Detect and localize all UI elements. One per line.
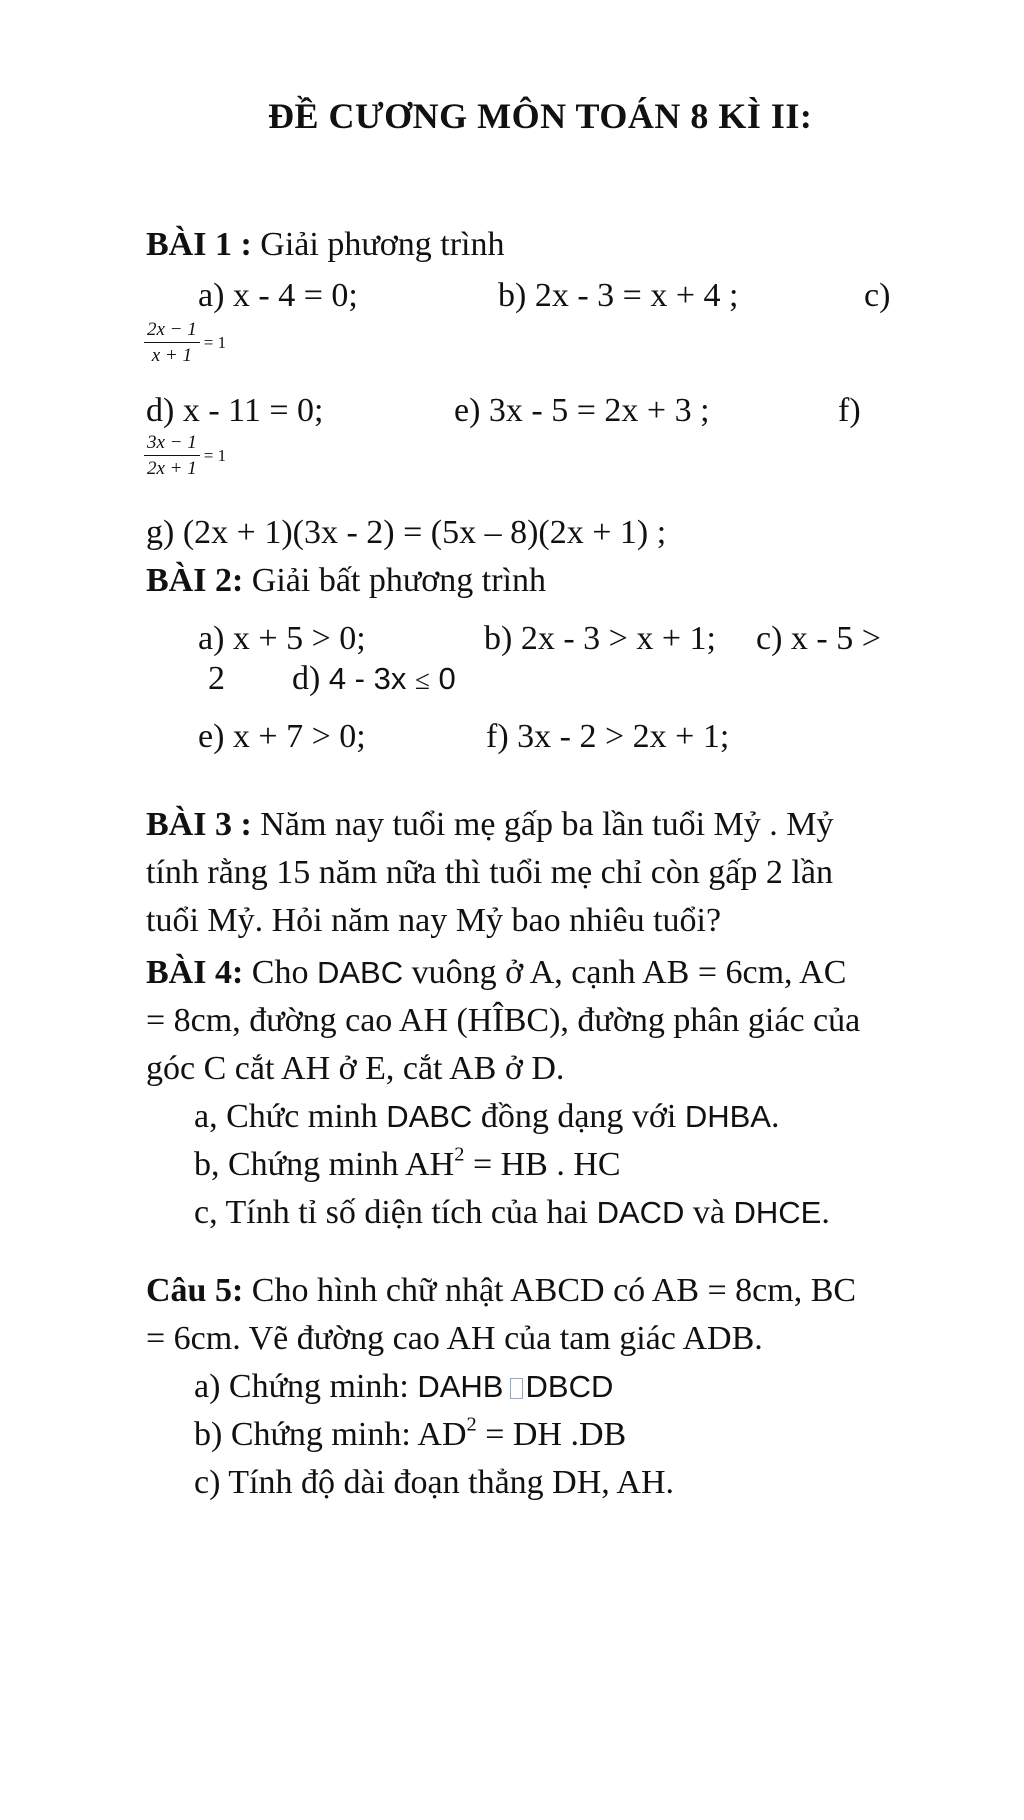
triangle-name: DABC [316, 955, 404, 990]
fraction-rhs: = 1 [203, 446, 227, 465]
fraction-numerator: 3x − 1 [144, 433, 200, 456]
bai3-text: Năm nay tuổi mẹ gấp ba lần tuổi Mỷ . Mỷ [251, 806, 834, 843]
bai4-line-2: = 8cm, đường cao AH (HÎBC), đường phân giác của [146, 1002, 861, 1039]
similar-symbol-icon [510, 1378, 523, 1399]
bai3-line-3: tuổi Mỷ. Hỏi năm nay Mỷ bao nhiêu tuổi? [146, 902, 722, 939]
bai1-item-b: b) 2x - 3 = x + 4 ; [498, 277, 739, 314]
triangle-name: DACD [596, 1195, 685, 1230]
triangle-name: DBCD [525, 1369, 614, 1404]
bai2-item-c-cont: 2 [208, 660, 225, 697]
bai3-line-1 [146, 808, 833, 842]
bai2-heading: BÀI 2: [146, 562, 244, 599]
bai4-text: và [684, 1194, 734, 1231]
bai4-text: đồng dạng với [472, 1098, 685, 1135]
cau5-text: a) Chứng minh: [194, 1368, 418, 1405]
less-equal-symbol: ≤ [414, 665, 430, 695]
bai2-item-c: c) x - 5 > [756, 620, 881, 657]
bai4-item-c [194, 1196, 830, 1230]
bai2-item-d-rhs: 0 [429, 661, 456, 696]
bai2-item-b: b) 2x - 3 > x + 1; [484, 620, 716, 657]
bai1-item-c-label: c) [864, 277, 891, 314]
bai4-text: b, Chứng minh AH [194, 1146, 455, 1183]
bai3-line-2: tính rằng 15 năm nữa thì tuổi mẹ chỉ còn gấp 2 lần [146, 854, 833, 891]
bai1-item-e: e) 3x - 5 = 2x + 3 ; [454, 392, 710, 429]
bai4-text: . [771, 1098, 780, 1135]
bai4-text: c, Tính tỉ số diện tích của hai [194, 1194, 597, 1231]
bai1-item-d: d) x - 11 = 0; [146, 392, 324, 429]
bai2-text: Giải bất phương trình [243, 562, 546, 599]
bai4-heading: BÀI 4: [146, 954, 244, 991]
page-title: ĐỀ CƯƠNG MÔN TOÁN 8 KÌ II: [268, 96, 813, 136]
bai4-line-3: góc C cắt AH ở E, cắt AB ở D. [146, 1050, 565, 1087]
bai4-text: Cho [243, 954, 317, 991]
fraction-denominator: x + 1 [151, 345, 193, 366]
bai1-item-c-fraction [144, 320, 226, 365]
bai1-item-a: a) x - 4 = 0; [198, 277, 358, 314]
cau5-item-a [194, 1370, 613, 1404]
fraction-rhs: = 1 [203, 333, 227, 352]
bai1-heading: BÀI 1 : [146, 226, 252, 263]
bai1-item-f-fraction [144, 433, 226, 478]
cau5-text: b) Chứng minh: AD [194, 1416, 467, 1453]
cau5-text: = DH .DB [476, 1416, 627, 1453]
triangle-name: DHCE [733, 1195, 822, 1230]
bai2-item-e: e) x + 7 > 0; [198, 718, 366, 755]
bai4-text: = HB . HC [464, 1146, 621, 1183]
fraction-denominator: 2x + 1 [147, 458, 197, 479]
cau5-line-1 [146, 1274, 856, 1308]
bai2-item-d [292, 662, 456, 696]
bai2-header [146, 564, 546, 598]
triangle-name: DHBA [684, 1099, 771, 1134]
bai2-item-f: f) 3x - 2 > 2x + 1; [486, 718, 730, 755]
bai4-text: vuông ở A, cạnh AB = 6cm, AC [403, 954, 847, 991]
bai4-line-1 [146, 956, 846, 990]
bai1-item-f-label: f) [838, 392, 861, 429]
bai4-item-b [194, 1143, 621, 1183]
bai4-item-a [194, 1100, 780, 1134]
bai3-heading: BÀI 3 : [146, 806, 252, 843]
bai1-text: Giải phương trình [251, 226, 505, 263]
bai4-text: . [821, 1194, 830, 1231]
bai2-item-d-expr: 4 - 3x [328, 661, 415, 696]
fraction-numerator: 2x − 1 [144, 320, 200, 343]
triangle-name: DAHB [417, 1369, 504, 1404]
bai1-header [146, 228, 504, 262]
superscript: 2 [454, 1143, 465, 1166]
triangle-name: DABC [386, 1099, 473, 1134]
cau5-text: Cho hình chữ nhật ABCD có AB = 8cm, BC [243, 1272, 857, 1309]
bai2-item-d-label: d) [292, 660, 329, 697]
cau5-line-2: = 6cm. Vẽ đường cao AH của tam giác ADB. [146, 1320, 763, 1357]
bai4-text: a, Chức minh [194, 1098, 387, 1135]
cau5-heading: Câu 5: [146, 1272, 244, 1309]
cau5-item-b [194, 1413, 627, 1453]
bai2-item-a: a) x + 5 > 0; [198, 620, 366, 657]
superscript: 2 [466, 1413, 477, 1436]
cau5-item-c: c) Tính độ dài đoạn thẳng DH, AH. [194, 1464, 675, 1501]
bai1-item-g: g) (2x + 1)(3x - 2) = (5x – 8)(2x + 1) ; [146, 514, 667, 551]
